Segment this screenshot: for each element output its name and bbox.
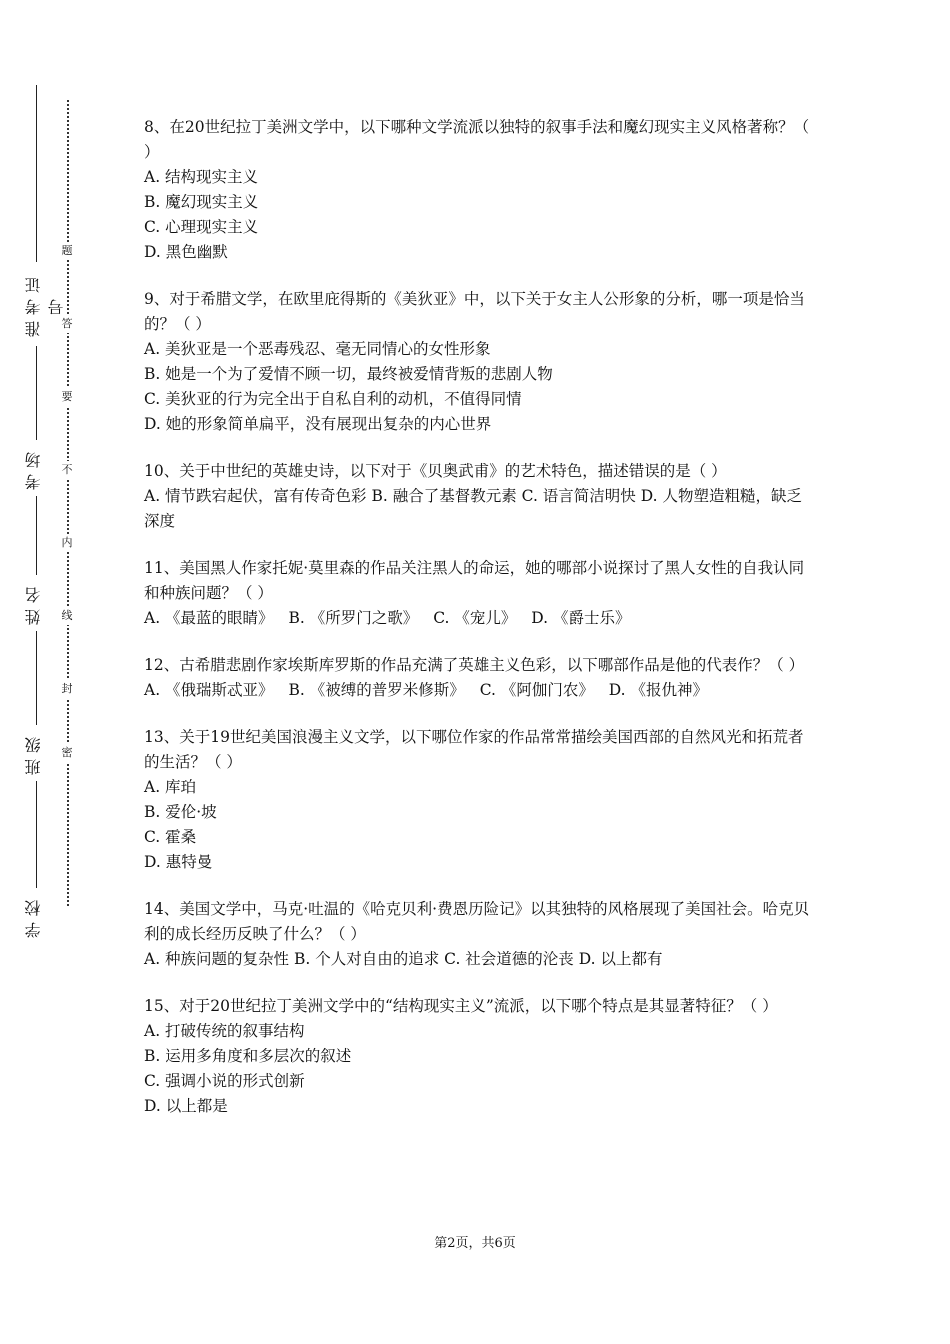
option-b: B. 爱伦·坡	[144, 803, 217, 821]
option-c: C. 强调小说的形式创新	[144, 1072, 305, 1090]
option-d: D. 惠特曼	[144, 853, 213, 871]
question-text: 10、关于中世纪的英雄史诗，以下对于《贝奥武甫》的艺术特色，描述错误的是（ ）	[144, 462, 727, 480]
question-8	[144, 115, 812, 265]
seal-dotted-line	[67, 100, 69, 906]
option-a: A. 美狄亚是一个恶毒残忍、毫无同情心的女性形象	[144, 340, 491, 358]
seal-char: 要	[60, 388, 74, 406]
option-a: A. 打破传统的叙事结构	[144, 1022, 305, 1040]
seal-char: 密	[60, 744, 74, 762]
question-text: 12、古希腊悲剧作家埃斯库罗斯的作品充满了英雄主义色彩，以下哪部作品是他的代表作？（ ）	[144, 656, 805, 674]
option-b: B. 魔幻现实主义	[144, 193, 259, 211]
option-a: A. 《俄瑞斯忒亚》	[144, 681, 274, 699]
question-text: 9、对于希腊文学，在欧里庇得斯的《美狄亚》中，以下关于女主人公形象的分析，哪一项是恰当的？（ ）	[144, 290, 805, 333]
question-text: 13、关于19世纪美国浪漫主义文学，以下哪位作家的作品常常描绘美国西部的自然风光和拓荒者的生活？（ ）	[144, 728, 804, 771]
class-label: 班级	[22, 725, 44, 781]
exam-room-label: 考场	[22, 440, 44, 496]
binding-margin	[0, 0, 100, 1344]
question-14	[144, 897, 812, 972]
seal-char: 答	[60, 315, 74, 333]
option-c: C. 心理现实主义	[144, 218, 259, 236]
option-b: B. 她是一个为了爱情不顾一切，最终被爱情背叛的悲剧人物	[144, 365, 553, 383]
page-footer: 第2页，共6页	[434, 1236, 516, 1251]
option-d: D. 她的形象简单扁平，没有展现出复杂的内心世界	[144, 415, 492, 433]
option-c: C. 《宠儿》	[433, 609, 517, 627]
option-b: B. 运用多角度和多层次的叙述	[144, 1047, 352, 1065]
options-inline: A. 情节跌宕起伏，富有传奇色彩 B. 融合了基督教元素 C. 语言简洁明快 D. 人物塑造粗糙，缺乏深度	[144, 487, 802, 530]
question-11	[144, 556, 812, 631]
question-text: 8、在20世纪拉丁美洲文学中，以下哪种文学流派以独特的叙事手法和魔幻现实主义风格著称？（ ）	[144, 118, 810, 161]
options-row	[144, 606, 812, 631]
name-label: 姓名	[22, 575, 44, 631]
question-13	[144, 725, 812, 875]
exam-id-label: 准考证号	[22, 262, 44, 346]
question-text: 11、美国黑人作家托妮·莫里森的作品关注黑人的命运，她的哪部小说探讨了黑人女性的自我认同和种族问题？（ ）	[144, 559, 805, 602]
option-b: B. 《所罗门之歌》	[288, 609, 419, 627]
question-9	[144, 287, 812, 437]
option-c: C. 《阿伽门农》	[479, 681, 594, 699]
option-a: A. 结构现实主义	[144, 168, 259, 186]
seal-char: 不	[60, 461, 74, 479]
seal-char: 内	[60, 534, 74, 552]
question-12	[144, 653, 812, 703]
option-d: D. 《爵士乐》	[531, 609, 631, 627]
option-c: C. 霍桑	[144, 828, 197, 846]
option-c: C. 美狄亚的行为完全出于自私自利的动机，不值得同情	[144, 390, 522, 408]
option-b: B. 《被缚的普罗米修斯》	[288, 681, 465, 699]
options-inline: A. 种族问题的复杂性 B. 个人对自由的追求 C. 社会道德的沦丧 D. 以上都有	[144, 950, 663, 968]
option-a: A. 库珀	[144, 778, 197, 796]
options-row	[144, 678, 812, 703]
question-text: 14、美国文学中，马克·吐温的《哈克贝利·费恩历险记》以其独特的风格展现了美国社会。哈克贝利的成长经历反映了什么？（ ）	[144, 900, 810, 943]
question-list	[144, 115, 812, 1141]
question-10	[144, 459, 812, 534]
option-d: D. 以上都是	[144, 1097, 228, 1115]
option-d: D. 黑色幽默	[144, 243, 228, 261]
seal-char: 题	[60, 242, 74, 260]
school-label: 学校	[22, 888, 44, 944]
question-15	[144, 994, 812, 1119]
binding-line	[36, 85, 37, 925]
question-text: 15、对于20世纪拉丁美洲文学中的“结构现实主义”流派，以下哪个特点是其显著特征？（ ）	[144, 997, 778, 1015]
seal-char: 线	[60, 607, 74, 625]
option-d: D. 《报仇神》	[608, 681, 709, 699]
option-a: A. 《最蓝的眼睛》	[144, 609, 274, 627]
seal-char: 封	[60, 680, 74, 698]
